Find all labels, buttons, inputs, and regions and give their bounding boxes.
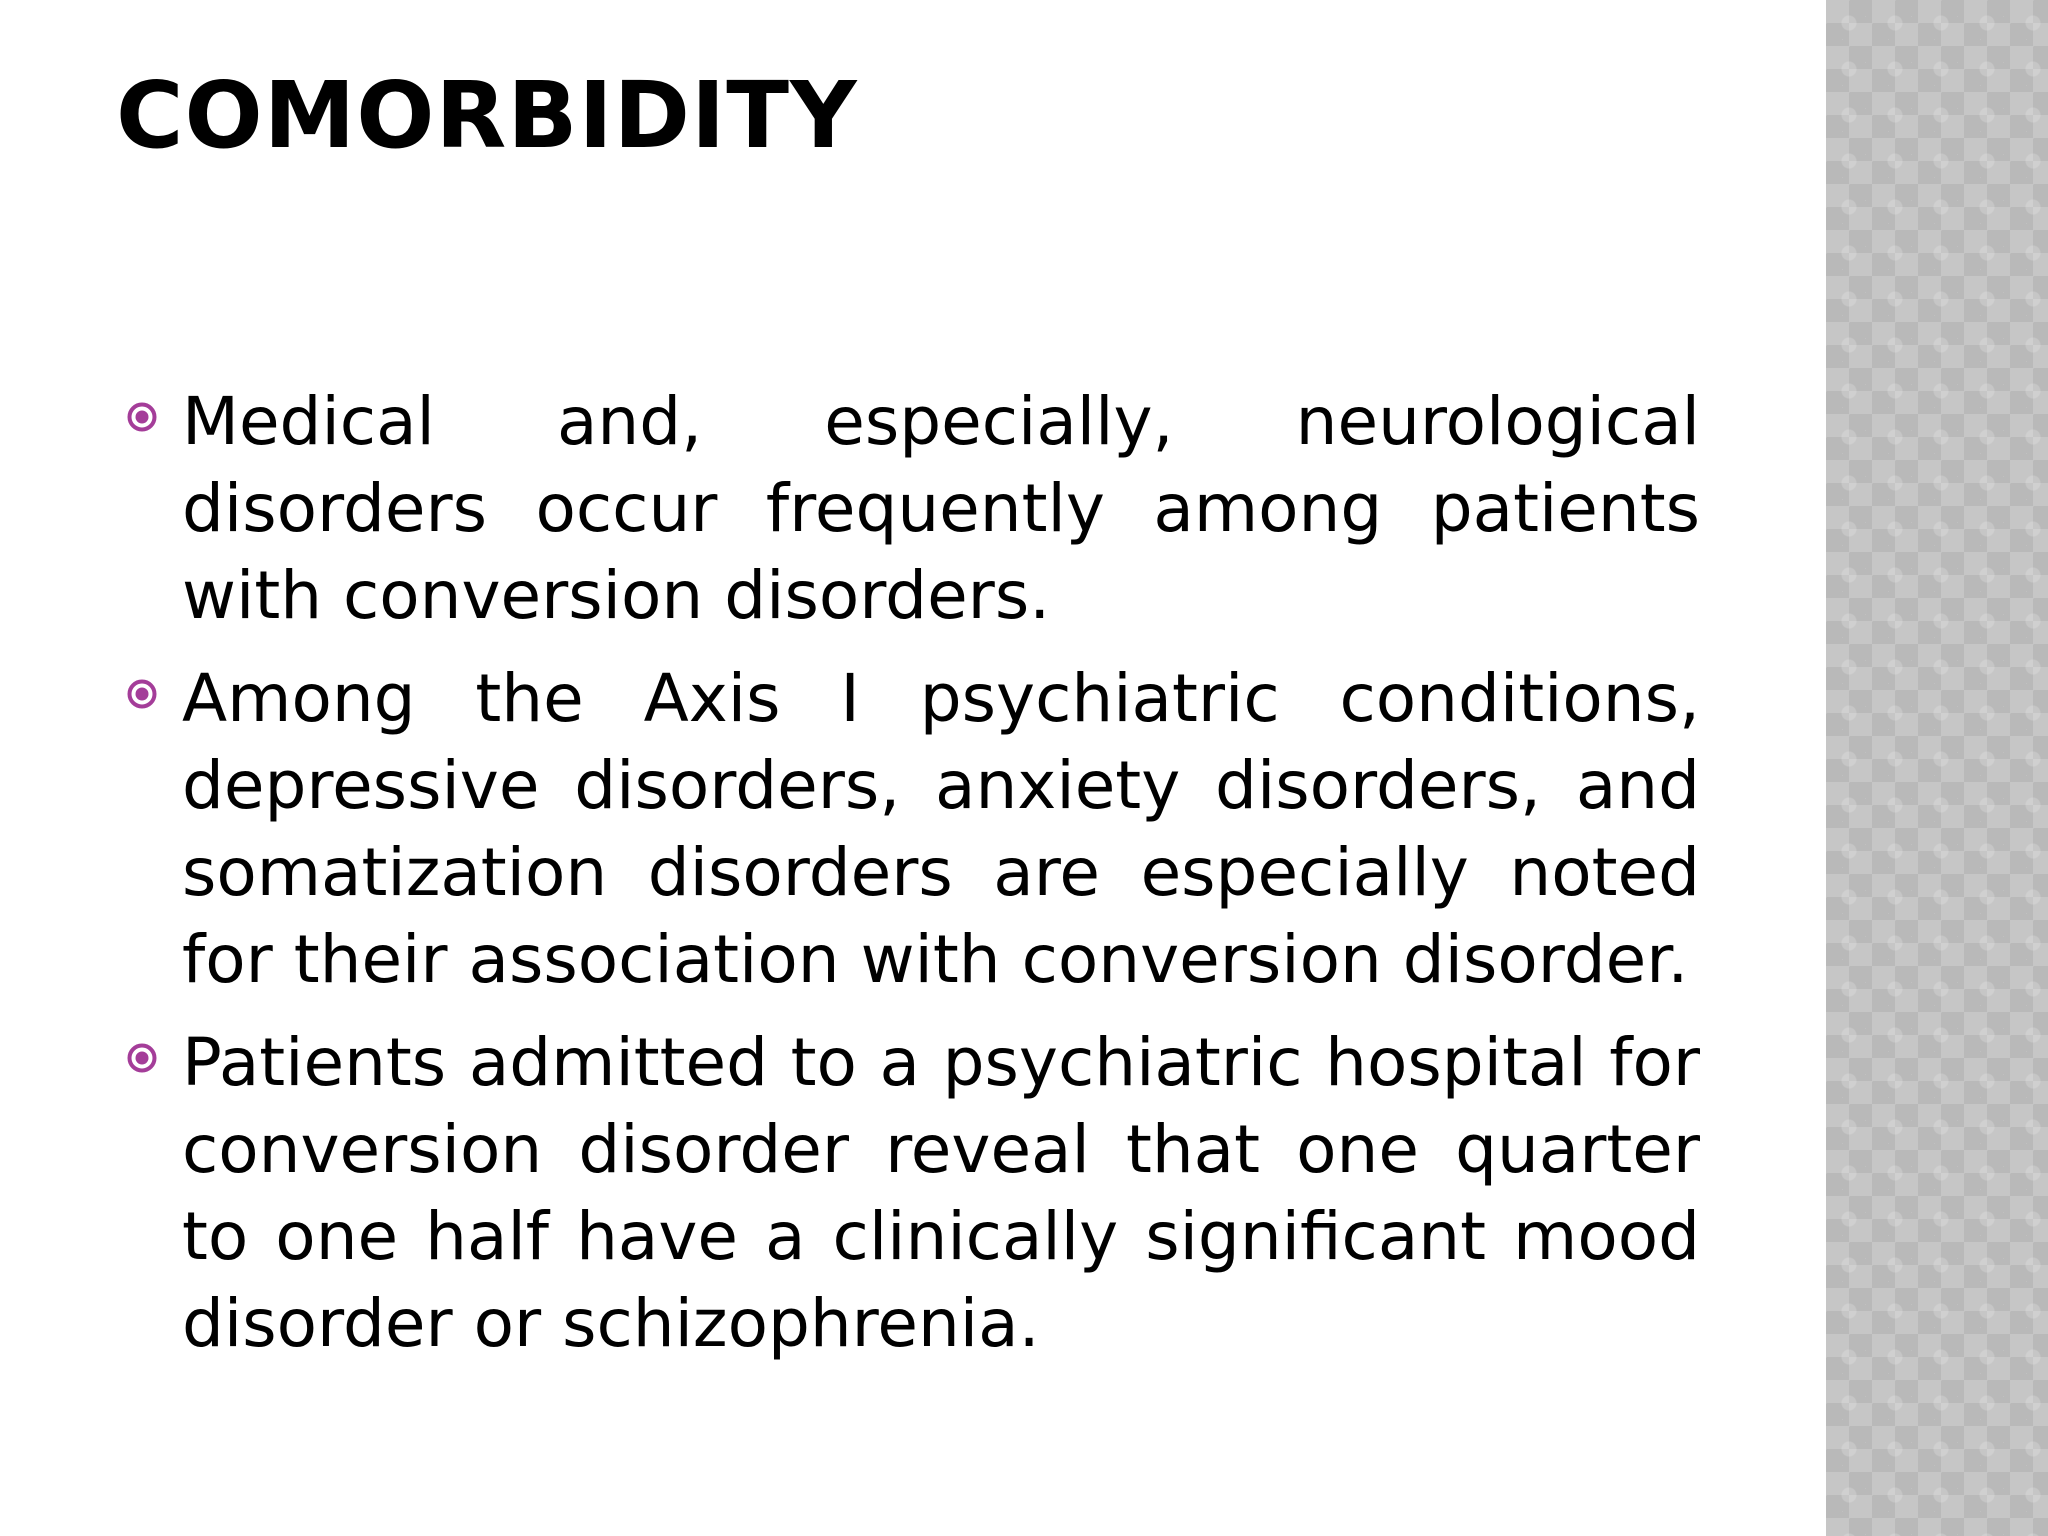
bullet-text: Patients admitted to a psychiatric hospital for conversion disorder reveal that one quarter to one half have a clinically significant mood disorder or schizophrenia. <box>182 1024 1700 1362</box>
bullet-text: Among the Axis I psychiatric conditions, depressive disorders, anxiety disorders, and somatization disorders are especially noted for their association with conversion disorder. <box>182 660 1700 998</box>
circle-dot-bullet-icon <box>126 401 158 433</box>
bullet-item <box>126 655 1700 1003</box>
bullet-list <box>126 378 1700 1383</box>
bullet-text: Medical and, especially, neurological disorders occur frequently among patients with conversion disorders. <box>182 383 1700 634</box>
circle-dot-bullet-icon <box>126 678 158 710</box>
decorative-side-pattern <box>1826 0 2048 1536</box>
circle-dot-bullet-icon <box>126 1042 158 1074</box>
bullet-item <box>126 378 1700 639</box>
slide-title: COMORBIDITY <box>116 62 858 169</box>
bullet-item <box>126 1019 1700 1367</box>
